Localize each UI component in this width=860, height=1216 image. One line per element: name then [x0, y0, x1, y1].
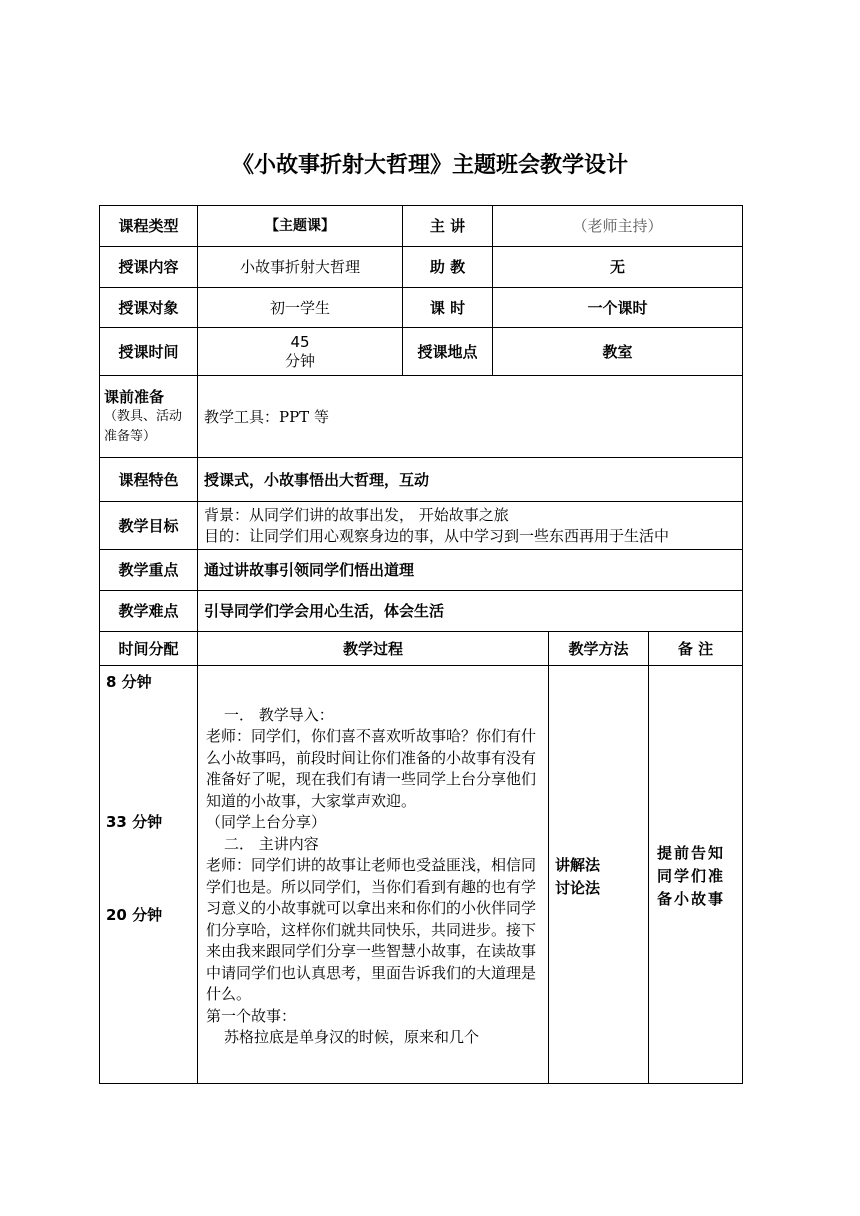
row-schedule-header [100, 632, 743, 666]
label-prep [100, 376, 198, 458]
cell-methods [549, 666, 649, 1084]
label-period: 课 时 [403, 288, 493, 328]
header-method: 教学方法 [549, 632, 649, 666]
value-goal [198, 502, 743, 550]
value-course-type: 【主题课】 [198, 206, 403, 247]
process-heading-main: 二． 主讲内容 [224, 834, 319, 853]
value-period: 一个课时 [493, 288, 743, 328]
value-key: 通过讲故事引领同学们悟出道理 [198, 550, 743, 591]
label-lecturer: 主 讲 [403, 206, 493, 247]
label-prep-title: 课前准备 [104, 387, 165, 406]
value-time [198, 328, 403, 376]
value-assistant: 无 [493, 247, 743, 288]
cell-process [198, 666, 549, 1084]
method-item: 讨论法 [555, 878, 601, 897]
process-paragraph: （同学上台分享） [206, 813, 327, 831]
page-title: 《小故事折射大哲理》主题班会教学设计 [231, 153, 628, 178]
label-prep-note: （教具、活动准备等） [104, 408, 183, 444]
label-difficulty: 教学难点 [100, 591, 198, 632]
remark-line: 同学们准 [657, 867, 726, 885]
cell-remarks [649, 666, 743, 1084]
remark-line: 备小故事 [657, 890, 726, 908]
label-audience: 授课对象 [100, 288, 198, 328]
row-feature [100, 458, 743, 502]
row-time [100, 328, 743, 376]
goal-background: 背景：从同学们讲的故事出发， 开始故事之旅 [204, 505, 509, 524]
row-goal [100, 502, 743, 550]
goal-purpose: 目的：让同学们用心观察身边的事，从中学习到一些东西再用于生活中 [204, 526, 670, 545]
header-time: 时间分配 [100, 632, 198, 666]
label-location: 授课地点 [403, 328, 493, 376]
value-time-unit: 分钟 [284, 351, 315, 370]
header-process: 教学过程 [198, 632, 549, 666]
row-content [100, 247, 743, 288]
value-audience: 初一学生 [198, 288, 403, 328]
value-time-number: 45 [290, 332, 310, 351]
process-heading-intro: 一． 教学导入： [224, 705, 334, 724]
value-location: 教室 [493, 328, 743, 376]
row-course-type [100, 206, 743, 247]
value-feature: 授课式，小故事悟出大哲理，互动 [198, 458, 743, 502]
label-content: 授课内容 [100, 247, 198, 288]
process-paragraph: 苏格拉底是单身汉的时候，原来和几个 [224, 1028, 480, 1046]
row-prep [100, 376, 743, 458]
row-schedule-body [100, 666, 743, 1084]
row-key [100, 550, 743, 591]
method-item: 讲解法 [555, 855, 601, 874]
header-remark: 备 注 [649, 632, 743, 666]
remark-line: 提前告知 [657, 844, 726, 862]
row-audience [100, 288, 743, 328]
process-paragraph: 第一个故事： [206, 1006, 297, 1025]
label-time: 授课时间 [100, 328, 198, 376]
time-stories: 20 分钟 [106, 905, 163, 924]
row-difficulty [100, 591, 743, 632]
label-feature: 课程特色 [100, 458, 198, 502]
value-lecturer: （老师主持） [493, 206, 743, 247]
value-difficulty: 引导同学们学会用心生活，体会生活 [198, 591, 743, 632]
process-paragraph: 老师：同学们讲的故事让老师也受益匪浅，相信同学们也是。所以同学们，当你们看到有趣的也有学习意义的小故事就可以拿出来和你们的小伙伴同学们分享哈，这样你们就共同快乐，共同进步。接下来由我来跟同学们分享一些智慧小故事，在读故事中请同学们也认真思考，里面告诉我们的大道理是什么。 [206, 856, 537, 1003]
label-course-type: 课程类型 [100, 206, 198, 247]
value-prep: 教学工具：PPT 等 [198, 376, 743, 458]
lesson-plan-table [99, 205, 743, 1084]
time-main: 33 分钟 [106, 812, 163, 831]
time-intro: 8 分钟 [106, 672, 152, 691]
value-content: 小故事折射大哲理 [198, 247, 403, 288]
process-paragraph: 老师：同学们，你们喜不喜欢听故事哈？你们有什么小故事吗，前段时间让你们准备的小故事有没有准备好了呢，现在我们有请一些同学上台分享他们知道的小故事，大家掌声欢迎。 [206, 727, 537, 810]
label-assistant: 助 教 [403, 247, 493, 288]
cell-times [100, 666, 198, 1084]
label-key: 教学重点 [100, 550, 198, 591]
label-goal: 教学目标 [100, 502, 198, 550]
